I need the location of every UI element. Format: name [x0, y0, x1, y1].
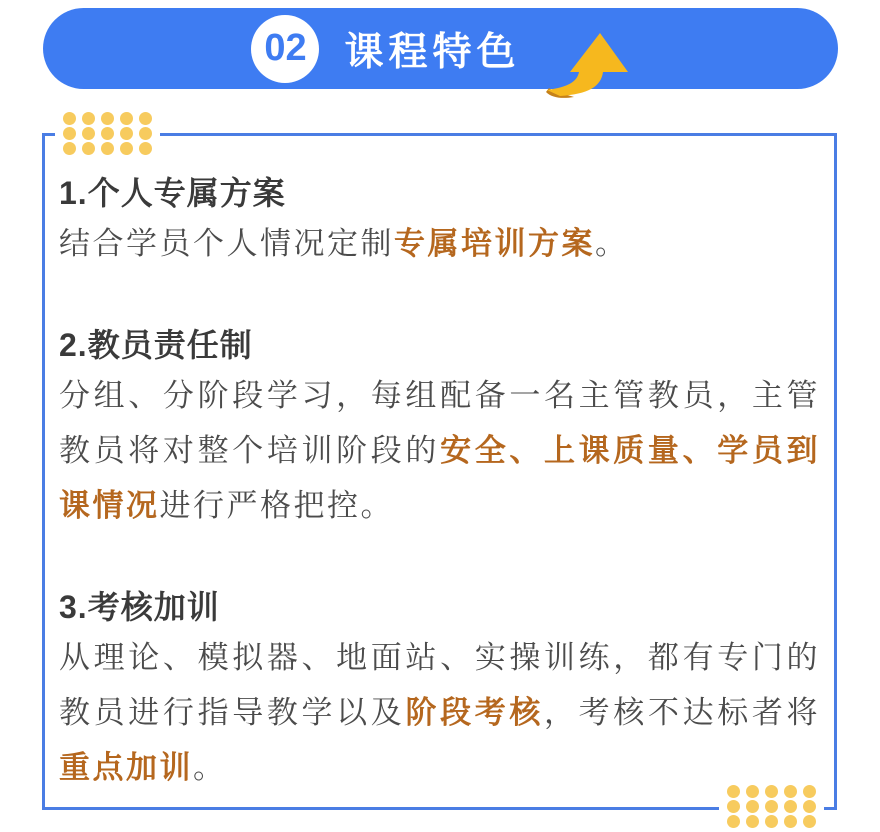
dot [101, 127, 114, 140]
dot [746, 785, 759, 798]
body-text-span: 结合学员个人情况定制 [59, 226, 394, 261]
dot [139, 112, 152, 125]
dot [765, 800, 778, 813]
dot [139, 127, 152, 140]
highlight-text-span: 重点加训 [59, 750, 193, 785]
dot [82, 127, 95, 140]
section-heading: 2.教员责任制 [59, 327, 253, 363]
body-text-span: 从理论、模拟器、地面站、实操训练，都有专门的教员进行指导教学以及 [59, 640, 820, 730]
section-1 [59, 171, 820, 271]
dot [784, 785, 797, 798]
section-body [59, 216, 820, 271]
dot [803, 785, 816, 798]
dot [139, 142, 152, 155]
dot [63, 127, 76, 140]
number-badge-text: 02 [264, 27, 307, 69]
body-text-span: 分组、分阶段学习，每组配备一名主管教员，主管教员将对整个培训阶段的 [59, 378, 820, 468]
body-text-span: ，考核不达标者将 [544, 695, 821, 730]
dot [82, 112, 95, 125]
body-text-span: 。 [193, 750, 227, 785]
dot [101, 142, 114, 155]
dot [727, 800, 740, 813]
dots-decoration-top-left [55, 112, 160, 155]
dot [803, 800, 816, 813]
dot [120, 142, 133, 155]
number-badge [251, 15, 319, 83]
section-body [59, 630, 820, 795]
dot [63, 112, 76, 125]
sections-container [59, 171, 820, 795]
header-banner [43, 8, 838, 89]
dot [120, 127, 133, 140]
highlight-text-span: 专属培训方案 [394, 226, 595, 261]
dot [765, 785, 778, 798]
dot [784, 800, 797, 813]
dot [746, 815, 759, 828]
highlight-text-span: 安全、上课质量、学员到课情况 [59, 433, 821, 523]
dot [746, 800, 759, 813]
dot [63, 142, 76, 155]
dot [803, 815, 816, 828]
dots-decoration-bottom-right [719, 785, 824, 828]
section-3 [59, 585, 820, 795]
dot [82, 142, 95, 155]
dot [727, 815, 740, 828]
body-text-span: 。 [595, 226, 629, 261]
content-box [42, 133, 837, 810]
dot [765, 815, 778, 828]
dot [727, 785, 740, 798]
section-body [59, 368, 820, 533]
arrow-up-icon [546, 33, 630, 99]
dot [120, 112, 133, 125]
section-heading: 1.个人专属方案 [59, 175, 286, 211]
section-2 [59, 323, 820, 533]
section-heading: 3.考核加训 [59, 589, 220, 625]
dot [784, 815, 797, 828]
highlight-text-span: 阶段考核 [405, 695, 545, 730]
banner-title: 课程特色 [344, 30, 521, 74]
dot [101, 112, 114, 125]
body-text-span: 进行严格把控。 [159, 488, 394, 523]
